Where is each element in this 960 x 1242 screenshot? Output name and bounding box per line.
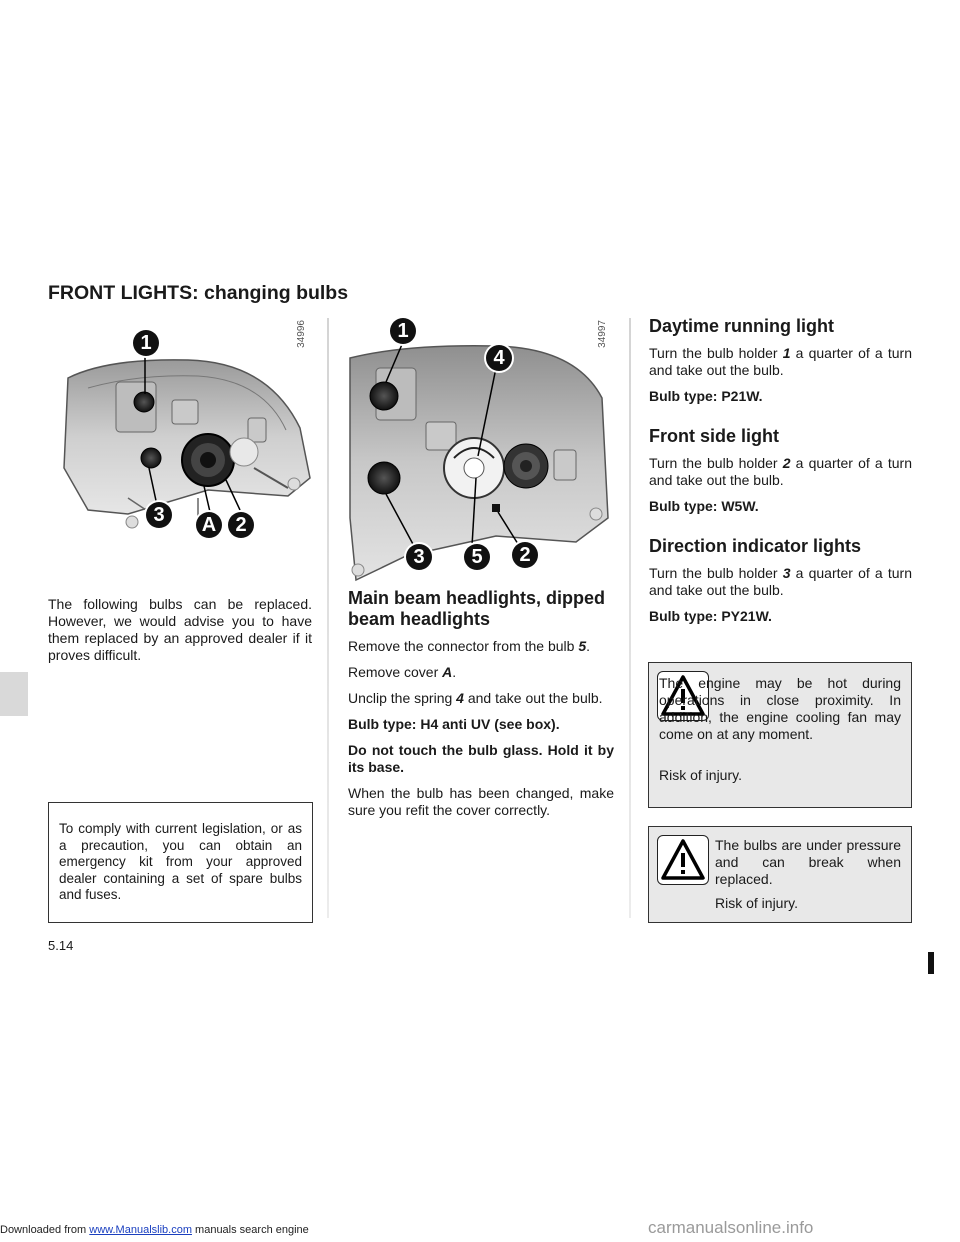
emergency-kit-note — [48, 802, 313, 923]
headlight-diagram-front-view — [346, 318, 614, 582]
download-suffix: manuals search engine — [191, 1224, 309, 1236]
callout-5: 5 — [464, 544, 490, 570]
refit-cover-text: When the bulb has been changed, make sure you refit the cover correctly. — [348, 785, 614, 818]
download-prefix: Downloaded from — [0, 1224, 90, 1236]
engine-hot-text: The engine may be hot during operations in close proximity. In addition, the engine cooling fan may come on at any moment. — [659, 675, 901, 742]
column-divider-left — [327, 318, 329, 918]
daytime-running-section — [649, 316, 912, 414]
intro-text: The following bulbs can be replaced. However, we would advise you to have them replaced by an approved dealer if it proves difficult. — [48, 596, 312, 663]
direction-indicator-bulb: Bulb type: PY21W. — [649, 608, 772, 624]
download-source-line — [0, 1224, 309, 1236]
headlight-rear-illustration — [48, 318, 316, 550]
bulb-type-h4: Bulb type: H4 anti UV (see box). — [348, 716, 560, 732]
direction-indicator-text: Turn the bulb holder 3 a quarter of a turn and take out the bulb. — [649, 565, 912, 598]
callout-2: 2 — [512, 542, 538, 568]
front-side-light-heading: Front side light — [649, 426, 779, 446]
page-title: FRONT LIGHTS: changing bulbs — [48, 282, 349, 304]
callout-a: A — [196, 512, 222, 538]
warning-triangle-icon — [657, 835, 709, 885]
callout-1: 1 — [390, 318, 416, 344]
front-side-light-section — [649, 426, 912, 524]
warning-box-engine-hot — [648, 662, 912, 808]
bulb-pressure-text: The bulbs are under pressure and can break when replaced. — [715, 837, 901, 887]
front-side-light-bulb: Bulb type: W5W. — [649, 498, 759, 514]
page-number: 5.14 — [48, 938, 74, 953]
front-side-light-text: Turn the bulb holder 2 a quarter of a turn and take out the bulb. — [649, 455, 912, 488]
glass-warning: Do not touch the bulb glass. Hold it by its base. — [348, 742, 614, 775]
engine-hot-risk: Risk of injury. — [659, 767, 742, 783]
main-beam-section — [348, 588, 614, 828]
callout-3: 3 — [146, 502, 172, 528]
direction-indicator-heading: Direction indicator lights — [649, 536, 862, 556]
step-remove-cover: Remove cover A. — [348, 664, 457, 680]
warning-box-bulb-pressure — [648, 826, 912, 923]
direction-indicator-section — [649, 536, 912, 634]
chapter-tab — [0, 672, 28, 716]
step-remove-connector: Remove the connector from the bulb 5. — [348, 638, 591, 654]
callout-2: 2 — [228, 512, 254, 538]
callout-4: 4 — [486, 345, 512, 371]
main-beam-heading: Main beam headlights, dipped beam headlights — [348, 588, 606, 629]
column-divider-right — [629, 318, 631, 918]
figure-code-34997: 34997 — [597, 320, 608, 348]
site-watermark: carmanualsonline.info — [648, 1218, 814, 1237]
daytime-running-bulb: Bulb type: P21W. — [649, 388, 763, 404]
callout-1: 1 — [133, 330, 159, 356]
section-end-marker — [928, 952, 934, 974]
manualslib-link[interactable]: www.Manualslib.com — [89, 1224, 192, 1236]
daytime-running-heading: Daytime running light — [649, 316, 835, 336]
bulb-pressure-risk: Risk of injury. — [715, 895, 798, 911]
headlight-diagram-rear-view — [48, 318, 316, 550]
emergency-kit-text: To comply with current legislation, or as a precaution, you can obtain an emergency kit from your approved dealer containing a set of spare bulbs and fuses. — [59, 821, 302, 902]
step-unclip-spring: Unclip the spring 4 and take out the bulb. — [348, 690, 603, 706]
figure-code-34996: 34996 — [296, 320, 307, 348]
daytime-running-text: Turn the bulb holder 1 a quarter of a turn and take out the bulb. — [649, 345, 912, 378]
headlight-open-illustration — [346, 318, 614, 582]
callout-3: 3 — [406, 544, 432, 570]
